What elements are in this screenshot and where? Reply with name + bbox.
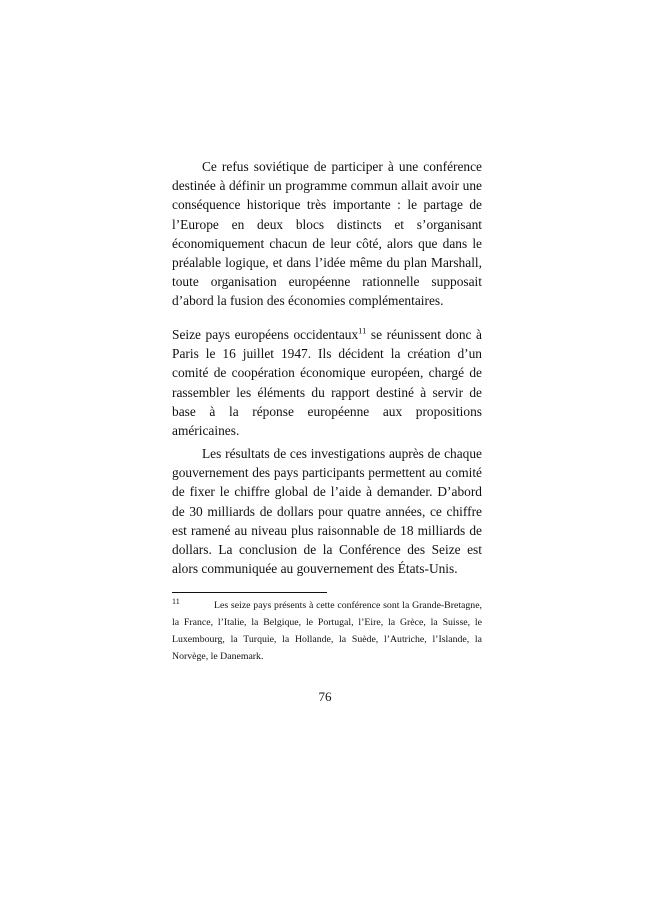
paragraph-investigation-results: Les résultats de ces investigations auprès de chaque gouvernement des pays participants permettent au comité de fixer le chiffre global de l’aide à demander. D’abord de 30 milliards de dollars pour quatre années, ce chiffre est ramené au niveau plus raisonnable de 18 milliards de dollars. La conclusion de la Conférence des Seize est alors communiquée au gouvernement des États-Unis. — [172, 446, 482, 577]
paragraph-sixteen-countries — [172, 325, 482, 440]
footnote-text: Les seize pays présents à cette conférence sont la Grande-Bretagne, la France, l’Italie, la Belgique, le Portugal, l’Eire, la Grèce, la Suisse, le Luxembourg, la Turquie, la Hollande, la Suède, l’Autriche, l’Islande, la Norvège, le Danemark. — [172, 600, 482, 662]
footnote: 11 Les seize pays présents à cette conférence sont la Grande-Bretagne, la France, l’Italie, la Belgique, le Portugal, l’Eire, la Grèce, la Suisse, le Luxembourg, la Turquie, la Hollande, la Suède, l’Autriche, l’Islande, la Norvège, le Danemark. — [172, 596, 482, 662]
page-number: 76 — [318, 689, 332, 704]
paragraph-soviet-refusal: Ce refus soviétique de participer à une conférence destinée à définir un programme commun allait avoir une conséquence historique très importante : le partage de l’Europe en deux blocs distincts et s’organisant économiquement chacun de leur côté, alors que dans le préalable logique, et dans l’idée même du plan Marshall, toute organisation européenne rationnelle supposait d’abord la fusion des économies complémentaires. — [172, 159, 482, 309]
paragraph-sixteen-countries-start: Seize pays européens occidentaux — [172, 327, 359, 342]
footnote-separator — [172, 592, 327, 593]
paragraph-sixteen-countries-rest: se réunissent donc à Paris le 16 juillet 1947. Ils décident la création d’un comité de coopération économique européen, chargé de rassembler les éléments du rapport destiné à servir de base à la réponse européenne aux propositions américaines. — [172, 327, 482, 439]
footnote-reference: 11 — [358, 325, 367, 336]
